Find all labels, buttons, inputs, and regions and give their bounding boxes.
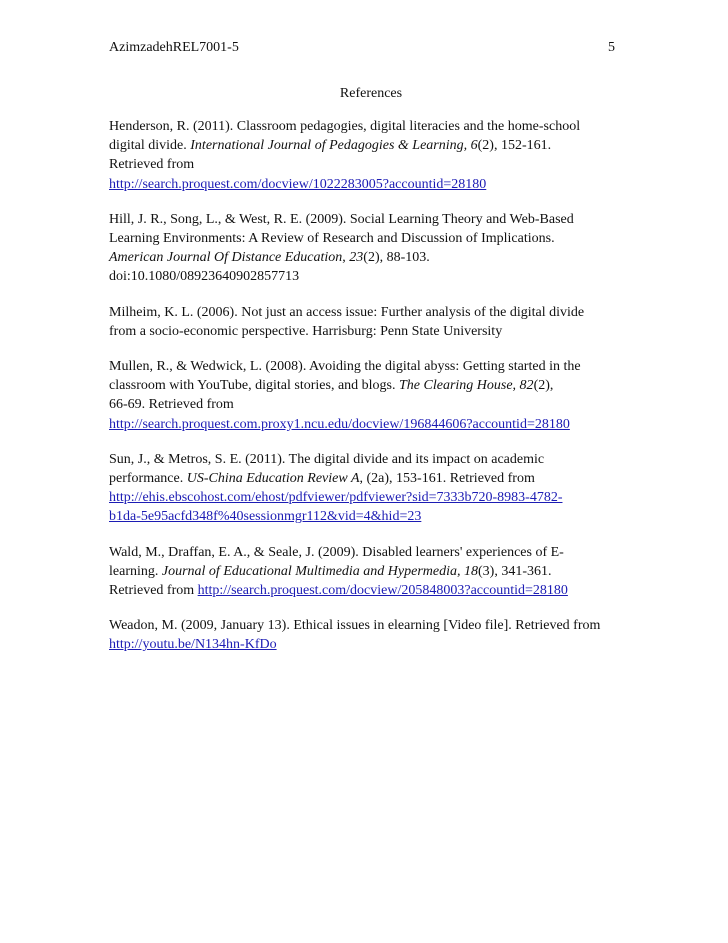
reference-line bbox=[109, 357, 629, 376]
reference-entry bbox=[109, 210, 629, 287]
reference-line bbox=[109, 469, 629, 488]
reference-text: (2), bbox=[533, 378, 554, 394]
reference-line bbox=[109, 581, 629, 600]
reference-entry bbox=[109, 616, 629, 654]
reference-line bbox=[109, 322, 629, 341]
reference-line bbox=[109, 635, 629, 654]
reference-text: (3), 341-361. bbox=[478, 563, 552, 579]
reference-text: doi:10.1080/08923640902857713 bbox=[109, 269, 300, 285]
reference-line bbox=[109, 303, 629, 322]
running-head: AzimzadehREL7001-5 bbox=[109, 40, 239, 55]
reference-italic-text: Journal of Educational Multimedia and Hypermedia, 18 bbox=[161, 563, 478, 579]
reference-entry bbox=[109, 303, 629, 341]
reference-italic-text: American Journal Of Distance Education bbox=[109, 250, 343, 266]
reference-line bbox=[109, 136, 629, 155]
reference-line bbox=[109, 376, 629, 395]
reference-text: 66-69. Retrieved from bbox=[109, 397, 234, 413]
reference-text: (2), 152-161. bbox=[477, 138, 552, 154]
reference-text: Sun, J., & Metros, S. E. (2011). The digital divide and its impact on academic bbox=[109, 451, 545, 467]
reference-entry bbox=[109, 357, 629, 434]
reference-text: Milheim, K. L. (2006). Not just an access issue: Further analysis of the digital divide bbox=[109, 304, 585, 320]
reference-text: learning. bbox=[109, 563, 162, 579]
reference-list bbox=[109, 117, 629, 671]
references-heading: References bbox=[339, 86, 403, 101]
reference-entry bbox=[109, 117, 629, 194]
reference-italic-text: International Journal of Pedagogies & Learning, 6 bbox=[190, 138, 478, 154]
reference-text: Mullen, R., & Wedwick, L. (2008). Avoiding the digital abyss: Getting started in the bbox=[109, 359, 581, 375]
reference-link[interactable]: http://search.proquest.com/docview/205848003?accountid=28180 bbox=[197, 583, 568, 599]
reference-text: performance. bbox=[109, 471, 187, 487]
reference-italic-text: US-China Education Review A bbox=[186, 471, 360, 487]
reference-line bbox=[109, 229, 629, 248]
reference-line bbox=[109, 117, 629, 136]
reference-line bbox=[109, 175, 629, 194]
reference-italic-text: 23 bbox=[349, 250, 364, 266]
reference-line bbox=[109, 267, 629, 286]
reference-entry bbox=[109, 543, 629, 601]
reference-line bbox=[109, 248, 629, 267]
reference-line bbox=[109, 415, 629, 434]
reference-link[interactable]: b1da-5e95acfd348f%40sessionmgr112&vid=4&hid=23 bbox=[109, 509, 422, 525]
reference-line bbox=[109, 562, 629, 581]
reference-text: Learning Environments: A Review of Research and Discussion of Implications. bbox=[109, 231, 555, 247]
reference-text: (2), 88-103. bbox=[363, 250, 430, 266]
reference-entry bbox=[109, 450, 629, 527]
reference-text: , bbox=[342, 250, 350, 266]
reference-link[interactable]: http://search.proquest.com.proxy1.ncu.edu/docview/196844606?accountid=28180 bbox=[109, 416, 570, 432]
reference-text: Retrieved from bbox=[109, 583, 198, 599]
reference-line bbox=[109, 155, 629, 174]
reference-text: Retrieved from bbox=[109, 157, 195, 173]
reference-line bbox=[109, 395, 629, 414]
reference-link[interactable]: http://ehis.ebscohost.com/ehost/pdfviewer/pdfviewer?sid=7333b720-8983-4782- bbox=[109, 490, 563, 506]
reference-text: classroom with YouTube, digital stories, and blogs. bbox=[109, 378, 399, 394]
reference-line bbox=[109, 488, 629, 507]
reference-link[interactable]: http://search.proquest.com/docview/1022283005?accountid=28180 bbox=[109, 176, 487, 192]
page-number: 5 bbox=[608, 40, 615, 55]
reference-line bbox=[109, 210, 629, 229]
reference-line bbox=[109, 450, 629, 469]
reference-text: from a socio-economic perspective. Harrisburg: Penn State University bbox=[109, 323, 503, 339]
reference-link[interactable]: http://youtu.be/N134hn-KfDo bbox=[109, 637, 277, 653]
reference-italic-text: The Clearing House, 82 bbox=[399, 378, 534, 394]
reference-text: Wald, M., Draffan, E. A., & Seale, J. (2009). Disabled learners' experiences of E- bbox=[109, 544, 564, 560]
reference-line bbox=[109, 543, 629, 562]
reference-text: digital divide. bbox=[109, 138, 191, 154]
reference-text: Hill, J. R., Song, L., & West, R. E. (2009). Social Learning Theory and Web-Based bbox=[109, 211, 574, 227]
reference-text: Henderson, R. (2011). Classroom pedagogies, digital literacies and the home-school bbox=[109, 119, 581, 134]
reference-line bbox=[109, 616, 629, 635]
reference-text: Weadon, M. (2009, January 13). Ethical issues in elearning [Video file]. Retrieved from bbox=[109, 618, 601, 634]
reference-line bbox=[109, 507, 629, 526]
reference-text: , (2a), 153-161. Retrieved from bbox=[359, 471, 535, 487]
